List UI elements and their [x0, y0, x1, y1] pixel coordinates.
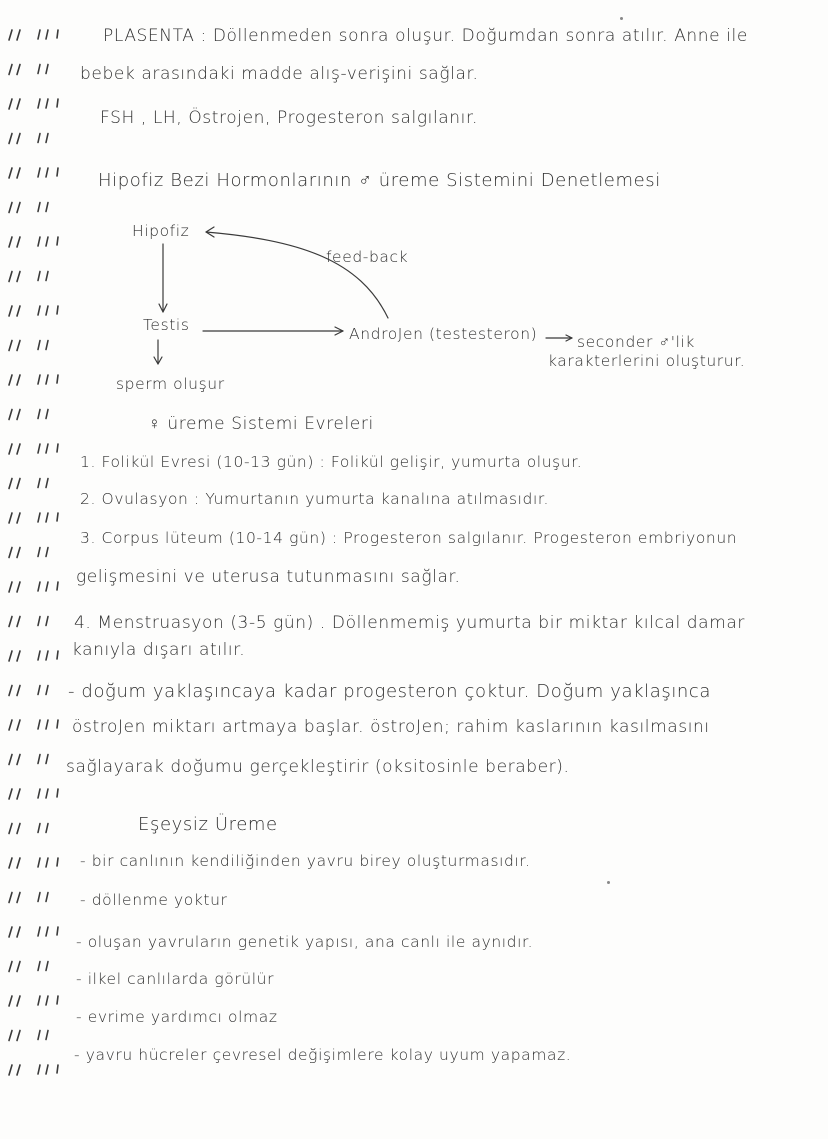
diagram-hipofiz: Hipofiz: [132, 222, 190, 240]
diagram-feedback-label: feed-back: [326, 248, 409, 266]
asexual-item: - yavru hücreler çevresel değişimlere kolay uyum yapamaz.: [74, 1046, 572, 1064]
binding-mark: [9, 582, 58, 592]
binding-mark: [9, 686, 48, 696]
paper-speck: [620, 17, 623, 20]
cycle-item-3-line-1: 3. Corpus lüteum (10-14 gün) : Progesteron salgılanır. Progesteron embriyonun: [80, 529, 738, 547]
female-cycle-heading: ♀ üreme Sistemi Evreleri: [148, 414, 374, 434]
binding-mark: [9, 168, 58, 178]
binding-mark: [9, 272, 48, 282]
binding-mark: [9, 134, 48, 144]
binding-mark: [9, 306, 58, 316]
binding-mark: [9, 962, 48, 972]
binding-mark: [9, 375, 58, 385]
binding-mark: [9, 444, 58, 454]
binding-mark: [9, 30, 58, 40]
binding-mark: [9, 341, 48, 351]
birth-note-line-2: östroJen miktarı artmaya başlar. östroJen; rahim kaslarının kasılmasını: [72, 717, 710, 737]
binding-mark: [9, 789, 58, 799]
binding-mark: [9, 237, 58, 247]
asexual-item: - döllenme yoktur: [80, 891, 228, 909]
binding-mark: [9, 479, 48, 489]
spiral-binding-marks: [0, 0, 70, 1139]
diagram-androjen: AndroJen (testesteron): [349, 325, 538, 343]
asexual-item: - evrime yardımcı olmaz: [76, 1008, 278, 1026]
binding-mark: [9, 617, 48, 627]
binding-mark: [9, 824, 48, 834]
binding-mark: [9, 410, 48, 420]
diagram-testis: Testis: [143, 316, 190, 334]
binding-mark: [9, 99, 58, 109]
cycle-item-4-line-2: kanıyla dışarı atılır.: [72, 640, 246, 660]
placenta-line-1: PLASENTA : Döllenmeden sonra oluşur. Doğumdan sonra atılır. Anne ile: [103, 26, 748, 46]
paper-speck: [607, 881, 610, 884]
cycle-item-2: 2. Ovulasyon : Yumurtanın yumurta kanalına atılmasıdır.: [80, 490, 549, 508]
binding-mark: [9, 203, 48, 213]
asexual-item: - oluşan yavruların genetik yapısı, ana canlı ile aynıdır.: [76, 933, 534, 951]
binding-mark: [9, 513, 58, 523]
feedback-curve-arrow: [206, 232, 388, 318]
binding-mark: [9, 720, 58, 730]
birth-note-line-3: sağlayarak doğumu gerçekleştirir (oksitosinle beraber).: [66, 757, 570, 777]
asexual-item: - bir canlının kendiliğinden yavru birey oluşturmasıdır.: [80, 852, 531, 870]
binding-mark: [9, 651, 58, 661]
binding-mark: [9, 755, 48, 765]
asexual-item: - ilkel canlılarda görülür: [76, 970, 275, 988]
asexual-heading: Eşeysiz Üreme: [138, 814, 278, 835]
diagram-sperm: sperm oluşur: [116, 375, 225, 393]
binding-mark: [9, 65, 48, 75]
binding-mark: [9, 1031, 48, 1041]
cycle-item-1: 1. Folikül Evresi (10-13 gün) : Folikül gelişir, yumurta oluşur.: [80, 453, 583, 471]
placenta-line-3: FSH , LH, Östrojen, Progesteron salgılanır.: [100, 108, 479, 128]
diagram-secondary-line-1: seconder ♂'lik: [577, 333, 695, 351]
binding-mark: [9, 893, 48, 903]
birth-note-line-1: - doğum yaklaşıncaya kadar progesteron çoktur. Doğum yaklaşınca: [68, 681, 712, 702]
cycle-item-3-line-2: gelişmesini ve uterusa tutunmasını sağlar.: [76, 567, 461, 587]
placenta-line-2: bebek arasındaki madde alış-verişini sağlar.: [80, 64, 479, 84]
binding-mark: [9, 548, 48, 558]
binding-mark: [9, 858, 58, 868]
diagram-secondary-line-2: karakterlerini oluşturur.: [548, 352, 746, 370]
cycle-item-4-line-1: 4. Menstruasyon (3-5 gün) . Döllenmemiş yumurta bir miktar kılcal damar: [74, 613, 745, 633]
hypophysis-heading: Hipofiz Bezi Hormonlarının ♂ üreme Sistemini Denetlemesi: [98, 170, 661, 191]
binding-mark: [9, 1065, 58, 1075]
binding-mark: [9, 996, 58, 1006]
binding-mark: [9, 927, 58, 937]
